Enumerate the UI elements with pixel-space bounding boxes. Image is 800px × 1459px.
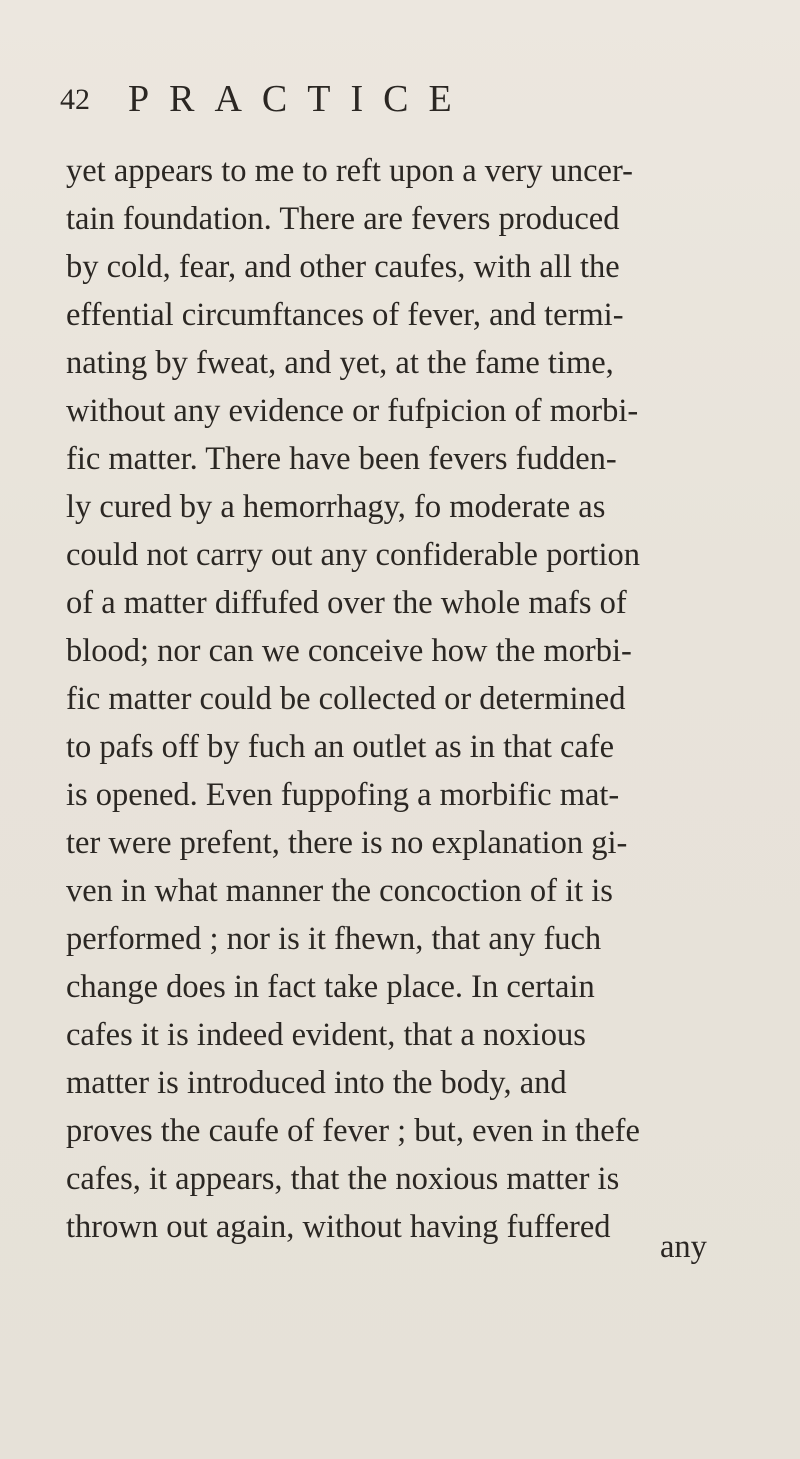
text-line: of a matter diffufed over the whole mafs of bbox=[66, 585, 627, 621]
text-line: could not carry out any confiderable portion bbox=[66, 537, 640, 573]
text-line: ter were prefent, there is no explanation gi- bbox=[66, 825, 628, 861]
text-line: ven in what manner the concoction of it is bbox=[66, 873, 613, 909]
text-line: yet appears to me to reft upon a very uncer- bbox=[66, 153, 633, 189]
text-line: thrown out again, without having fuffered bbox=[66, 1209, 611, 1245]
text-line: without any evidence or fufpicion of morbi- bbox=[66, 393, 639, 429]
text-line: tain foundation. There are fevers produced bbox=[66, 201, 620, 237]
page-number: 42 bbox=[60, 83, 90, 116]
text-line: ly cured by a hemorrhagy, fo moderate as bbox=[66, 489, 606, 525]
running-head: PRACTICE bbox=[128, 78, 472, 120]
text-line: to pafs off by fuch an outlet as in that cafe bbox=[66, 729, 615, 765]
text-line: fic matter. There have been fevers fudden- bbox=[66, 441, 617, 477]
text-line: proves the caufe of fever ; but, even in thefe bbox=[66, 1113, 640, 1149]
text-line: nating by fweat, and yet, at the fame time, bbox=[66, 345, 614, 381]
text-line: is opened. Even fuppofing a morbific mat- bbox=[66, 777, 620, 813]
text-line: matter is introduced into the body, and bbox=[66, 1065, 567, 1101]
page-header bbox=[60, 77, 740, 137]
text-line: effential circumftances of fever, and termi- bbox=[66, 297, 624, 333]
text-line: by cold, fear, and other caufes, with all the bbox=[66, 249, 620, 285]
text-line: cafes, it appears, that the noxious matter is bbox=[66, 1161, 620, 1197]
text-line: performed ; nor is it fhewn, that any fuch bbox=[66, 921, 602, 957]
text-line: cafes it is indeed evident, that a noxious bbox=[66, 1017, 586, 1053]
body-text bbox=[66, 147, 736, 1251]
text-line: fic matter could be collected or determined bbox=[66, 681, 626, 717]
text-line: change does in fact take place. In certain bbox=[66, 969, 595, 1005]
text-line: blood; nor can we conceive how the morbi- bbox=[66, 633, 632, 669]
catchword: any bbox=[660, 1229, 707, 1265]
